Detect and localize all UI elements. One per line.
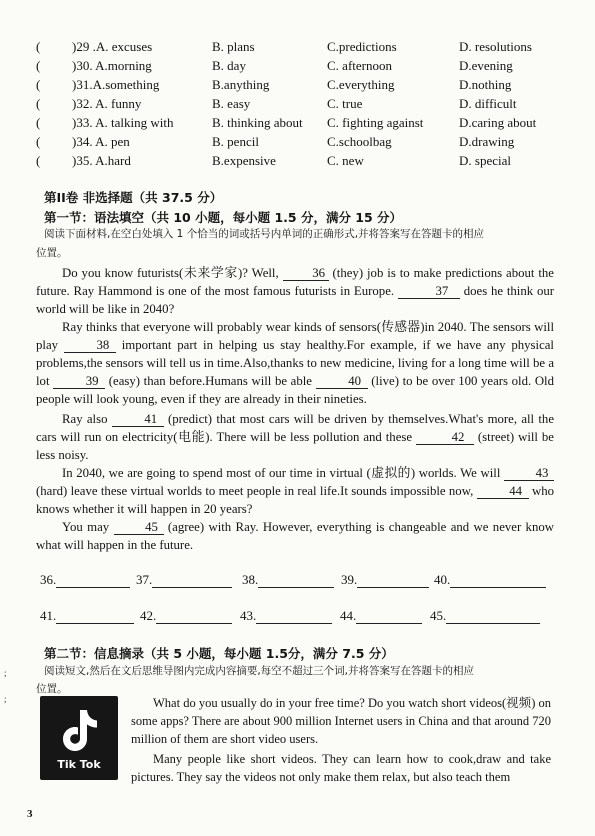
margin-mark: ;: [4, 694, 7, 704]
reading-paragraph: What do you usually do in your free time? Do you watch short videos(视频) on some apps? There are about 900 million Internet users in China and that around 720 million of them are short video users.: [131, 696, 551, 746]
blank-45[interactable]: 45: [114, 520, 164, 535]
answer-slot[interactable]: 39.: [341, 572, 434, 588]
blank-38[interactable]: 38: [64, 338, 116, 353]
tiktok-logo: [40, 696, 118, 780]
answer-row: [40, 608, 560, 624]
margin-mark: ;: [4, 668, 7, 678]
part2-title: 第II卷 非选择题（共 37.5 分）: [44, 190, 223, 205]
answer-line[interactable]: [357, 575, 429, 588]
passage-text: important part in helping us stay healthy.For example, if we have any physical problems,the sensors will tell us in time.Also,thanks to new medicine, living for a long time will be a lot: [36, 338, 554, 388]
answer-line[interactable]: [152, 575, 232, 588]
passage-text: (hard) leave these virtual worlds to meet people in real life.It sounds impossible now,: [36, 484, 474, 498]
answer-line[interactable]: [256, 611, 332, 624]
option-a: )31.A.something: [72, 77, 160, 92]
option-b: B.anything: [212, 77, 270, 92]
option-a: )29 .A. excuses: [72, 39, 153, 54]
passage-text: You may: [62, 520, 110, 534]
answer-paren: (: [36, 39, 41, 54]
answer-slot[interactable]: 40.: [434, 572, 554, 588]
blank-37[interactable]: 37: [398, 284, 460, 299]
option-c: C.everything: [327, 77, 395, 92]
answer-line[interactable]: [56, 611, 134, 624]
option-c: C. new: [327, 153, 364, 168]
option-a: )34. A. pen: [72, 134, 130, 149]
passage-paragraph: [36, 410, 554, 464]
option-b: B. thinking about: [212, 115, 303, 130]
option-a: )30. A.morning: [72, 58, 152, 73]
blank-39[interactable]: 39: [53, 374, 105, 389]
passage-text: Do you know futurists(未来学家)? Well,: [62, 266, 279, 280]
option-b: B. easy: [212, 96, 251, 111]
passage-paragraph: [36, 318, 554, 408]
answer-slot[interactable]: 43.: [240, 608, 340, 624]
passage-paragraph: [36, 264, 554, 318]
option-d: D.caring about: [459, 115, 537, 130]
passage-text: (live) to be over 100 years old. Old people will look young, even if they are already in their nineties.: [36, 374, 555, 406]
passage-text: (they) job is to make predictions about the future. Ray Hammond is one of the most famous futurists in Europe.: [36, 266, 554, 298]
section2-instruction-cont: 位置。: [36, 683, 68, 695]
option-b: B. pencil: [212, 134, 259, 149]
mc-item: [36, 75, 576, 94]
passage-text: (predict) that most cars will be driven by themselves.What's more, all the cars will run on electricity(电能). There will be less pollution and these: [36, 412, 555, 444]
section1-instruction: 阅读下面材料,在空白处填入 1 个恰当的词或括号内单词的正确形式,并将答案写在答题卡的相应: [44, 228, 485, 240]
mc-item: [36, 113, 576, 132]
answer-paren: (: [36, 58, 41, 73]
answer-paren: (: [36, 153, 41, 168]
answer-line[interactable]: [450, 575, 546, 588]
answer-line[interactable]: [446, 611, 540, 624]
option-a: )33. A. talking with: [72, 115, 174, 130]
answer-line[interactable]: [156, 611, 232, 624]
answer-slot[interactable]: 45.: [430, 608, 548, 624]
mc-item: [36, 94, 576, 113]
passage-text: does he think our world will be like in 2040?: [36, 284, 555, 316]
answer-slot[interactable]: 36.: [40, 572, 136, 588]
reading-paragraph: Many people like short videos. They can learn how to cook,draw and take pictures. They say the videos not only make them relax, but also teach them: [131, 752, 551, 784]
passage-text: (easy) than before.Humans will be able: [108, 374, 312, 388]
mc-item: [36, 132, 576, 151]
answer-slot[interactable]: 37.: [136, 572, 242, 588]
passage-text: (agree) with Ray. However, everything is changeable and we never know what will happen in the future.: [36, 520, 554, 552]
answer-slot[interactable]: 42.: [140, 608, 240, 624]
blank-41[interactable]: 41: [112, 412, 164, 427]
passage-text: Ray thinks that everyone will probably wear kinds of sensors(传感器)in 2040. The sensors will play: [36, 320, 554, 352]
option-a: )35. A.hard: [72, 153, 131, 168]
blank-43[interactable]: 43: [504, 466, 554, 481]
blank-36[interactable]: 36: [283, 266, 329, 281]
tiktok-note-icon: [58, 706, 100, 754]
passage-paragraph: [36, 464, 554, 518]
section2-title: 第二节：信息摘录（共 5 小题，每小题 1.5分，满分 7.5 分）: [44, 646, 394, 661]
mc-item: [36, 37, 576, 56]
answer-line[interactable]: [258, 575, 334, 588]
answer-paren: (: [36, 96, 41, 111]
answer-slot[interactable]: 41.: [40, 608, 140, 624]
option-d: D. resolutions: [459, 39, 532, 54]
answer-slot[interactable]: 38.: [242, 572, 341, 588]
option-d: D.nothing: [459, 77, 512, 92]
option-b: B. day: [212, 58, 246, 73]
option-c: C. fighting against: [327, 115, 424, 130]
page-number: 3: [27, 808, 33, 820]
mc-item: [36, 151, 576, 170]
mc-item: [36, 56, 576, 75]
option-c: C.predictions: [327, 39, 397, 54]
blank-40[interactable]: 40: [316, 374, 368, 389]
passage-paragraph: [36, 518, 554, 554]
section1-title: 第一节：语法填空（共 10 小题，每小题 1.5 分，满分 15 分）: [44, 210, 403, 225]
blank-44[interactable]: 44: [477, 484, 529, 499]
option-d: D.drawing: [459, 134, 515, 149]
answer-row: [40, 572, 560, 588]
option-c: C. true: [327, 96, 363, 111]
tiktok-label: Tik Tok: [57, 758, 101, 771]
option-c: C. afternoon: [327, 58, 392, 73]
option-d: D. special: [459, 153, 511, 168]
answer-paren: (: [36, 115, 41, 130]
passage-text: In 2040, we are going to spend most of our time in virtual (虚拟的) worlds. We will: [62, 466, 501, 480]
option-c: C.schoolbag: [327, 134, 392, 149]
section2-instruction: 阅读短文,然后在文后思维导图内完成内容摘要,每空不超过三个词,并将答案写在答题卡的相应: [44, 665, 475, 677]
answer-line[interactable]: [56, 575, 130, 588]
passage-text: (street) will be less noisy.: [36, 430, 554, 462]
answer-paren: (: [36, 134, 41, 149]
option-d: D. difficult: [459, 96, 517, 111]
blank-42[interactable]: 42: [416, 430, 474, 445]
answer-line[interactable]: [356, 611, 422, 624]
answer-paren: (: [36, 77, 41, 92]
option-b: B. plans: [212, 39, 255, 54]
passage-text: who knows whether it will happen in 20 years?: [36, 484, 554, 516]
option-d: D.evening: [459, 58, 513, 73]
section1-instruction-cont: 位置。: [36, 247, 68, 259]
multiple-choice-list: [36, 37, 576, 170]
option-b: B.expensive: [212, 153, 276, 168]
answer-slot[interactable]: 44.: [340, 608, 430, 624]
option-a: )32. A. funny: [72, 96, 142, 111]
passage-text: Ray also: [62, 412, 108, 426]
